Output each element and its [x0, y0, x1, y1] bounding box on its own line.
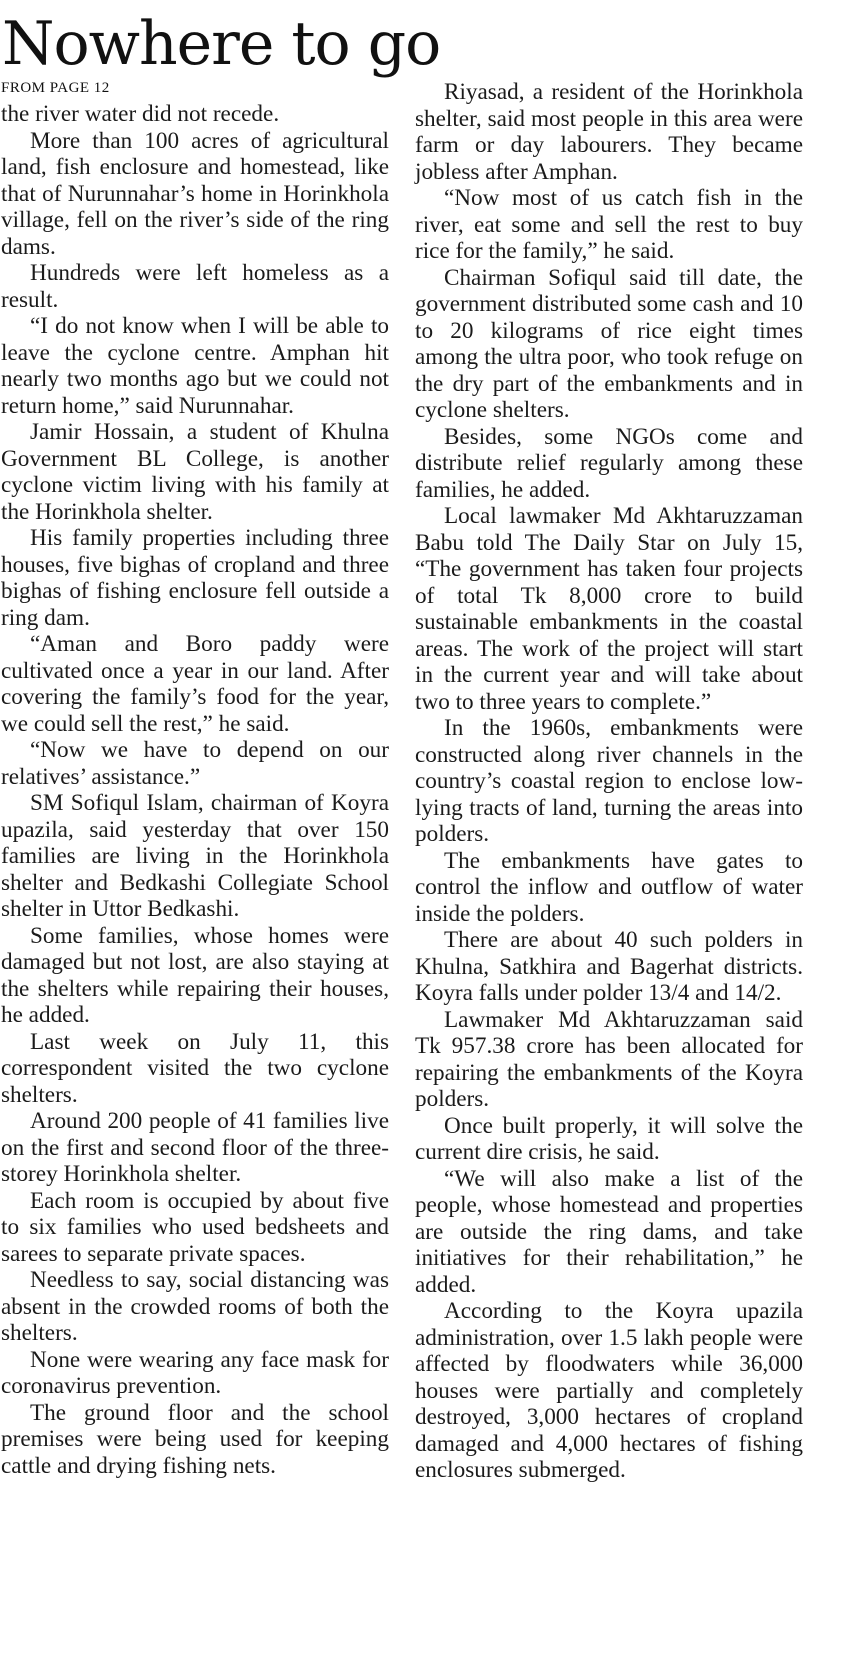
- left-column: [1, 101, 389, 1479]
- paragraph: “Now we have to depend on our relatives’ assistance.”: [1, 737, 389, 790]
- paragraph: “We will also make a list of the people, whose homestead and properties are outside the ring dams, and take initiatives for their rehabilitation,” he added.: [415, 1165, 803, 1298]
- paragraph: His family properties including three houses, five bighas of cropland and three bighas of fishing enclosure fell outside a ring dam.: [1, 525, 389, 631]
- paragraph: Chairman Sofiqul said till date, the government distributed some cash and 10 to 20 kilograms of rice eight times among the ultra poor, who took refuge on the dry part of the embankments and in cyclone shelters.: [415, 264, 803, 423]
- paragraph: Once built properly, it will solve the current dire crisis, he said.: [415, 1112, 803, 1165]
- paragraph: Needless to say, social distancing was absent in the crowded rooms of both the shelters.: [1, 1267, 389, 1346]
- paragraph: Hundreds were left homeless as a result.: [1, 260, 389, 313]
- paragraph: Some families, whose homes were damaged but not lost, are also staying at the shelters while repairing their houses, he added.: [1, 922, 389, 1028]
- paragraph: “Aman and Boro paddy were cultivated once a year in our land. After covering the family’s food for the year, we could sell the rest,” he said.: [1, 631, 389, 737]
- paragraph: There are about 40 such polders in Khulna, Satkhira and Bagerhat districts. Koyra falls under polder 13/4 and 14/2.: [415, 927, 803, 1006]
- paragraph: “I do not know when I will be able to leave the cyclone centre. Amphan hit nearly two months ago but we could not return home,” said Nurunnahar.: [1, 313, 389, 419]
- paragraph: SM Sofiqul Islam, chairman of Koyra upazila, said yesterday that over 150 families are living in the Horinkhola shelter and Bedkashi Collegiate School shelter in Uttor Bedkashi.: [1, 790, 389, 922]
- paragraph: Besides, some NGOs come and distribute relief regularly among these families, he added.: [415, 423, 803, 503]
- paragraph: More than 100 acres of agricultural land, fish enclosure and homestead, like that of Nurunnahar’s home in Horinkhola village, fell on the river’s side of the ring dams.: [1, 127, 389, 260]
- continued-from-label: FROM PAGE 12: [1, 80, 110, 96]
- paragraph: Each room is occupied by about five to six families who used bedsheets and sarees to separate private spaces.: [1, 1187, 389, 1267]
- paragraph: Around 200 people of 41 families live on the first and second floor of the three-storey Horinkhola shelter.: [1, 1108, 389, 1187]
- headline: Nowhere to go: [2, 9, 441, 79]
- paragraph: the river water did not recede.: [1, 101, 280, 127]
- paragraph: Lawmaker Md Akhtaruzzaman said Tk 957.38 crore has been allocated for repairing the embankments of the Koyra polders.: [415, 1006, 803, 1112]
- paragraph: The ground floor and the school premises were being used for keeping cattle and drying fishing nets.: [1, 1399, 389, 1479]
- paragraph: Last week on July 11, this correspondent visited the two cyclone shelters.: [1, 1028, 389, 1108]
- paragraph: According to the Koyra upazila administration, over 1.5 lakh people were affected by floodwaters while 36,000 houses were partially and completely destroyed, 3,000 hectares of cropland damaged and 4,000 hectares of fishing enclosures submerged.: [415, 1298, 803, 1483]
- paragraph: The embankments have gates to control the inflow and outflow of water inside the polders.: [415, 847, 803, 927]
- paragraph: In the 1960s, embankments were constructed along river channels in the country’s coastal region to enclose low-lying tracts of land, turning the areas into polders.: [415, 715, 803, 847]
- paragraph: Jamir Hossain, a student of Khulna Government BL College, is another cyclone victim living with his family at the Horinkhola shelter.: [1, 419, 389, 525]
- paragraph: “Now most of us catch fish in the river, eat some and sell the rest to buy rice for the family,” he said.: [415, 185, 803, 264]
- paragraph: None were wearing any face mask for coronavirus prevention.: [1, 1346, 389, 1399]
- paragraph: Local lawmaker Md Akhtaruzzaman Babu told The Daily Star on July 15, “The government has taken four projects of total Tk 8,000 crore to build sustainable embankments in the coastal areas. The work of the project will start in the current year and will take about two to three years to complete.”: [415, 503, 803, 715]
- paragraph: Riyasad, a resident of the Horinkhola shelter, said most people in this area were farm or day labourers. They became jobless after Amphan.: [415, 79, 803, 185]
- right-column: [415, 79, 803, 1484]
